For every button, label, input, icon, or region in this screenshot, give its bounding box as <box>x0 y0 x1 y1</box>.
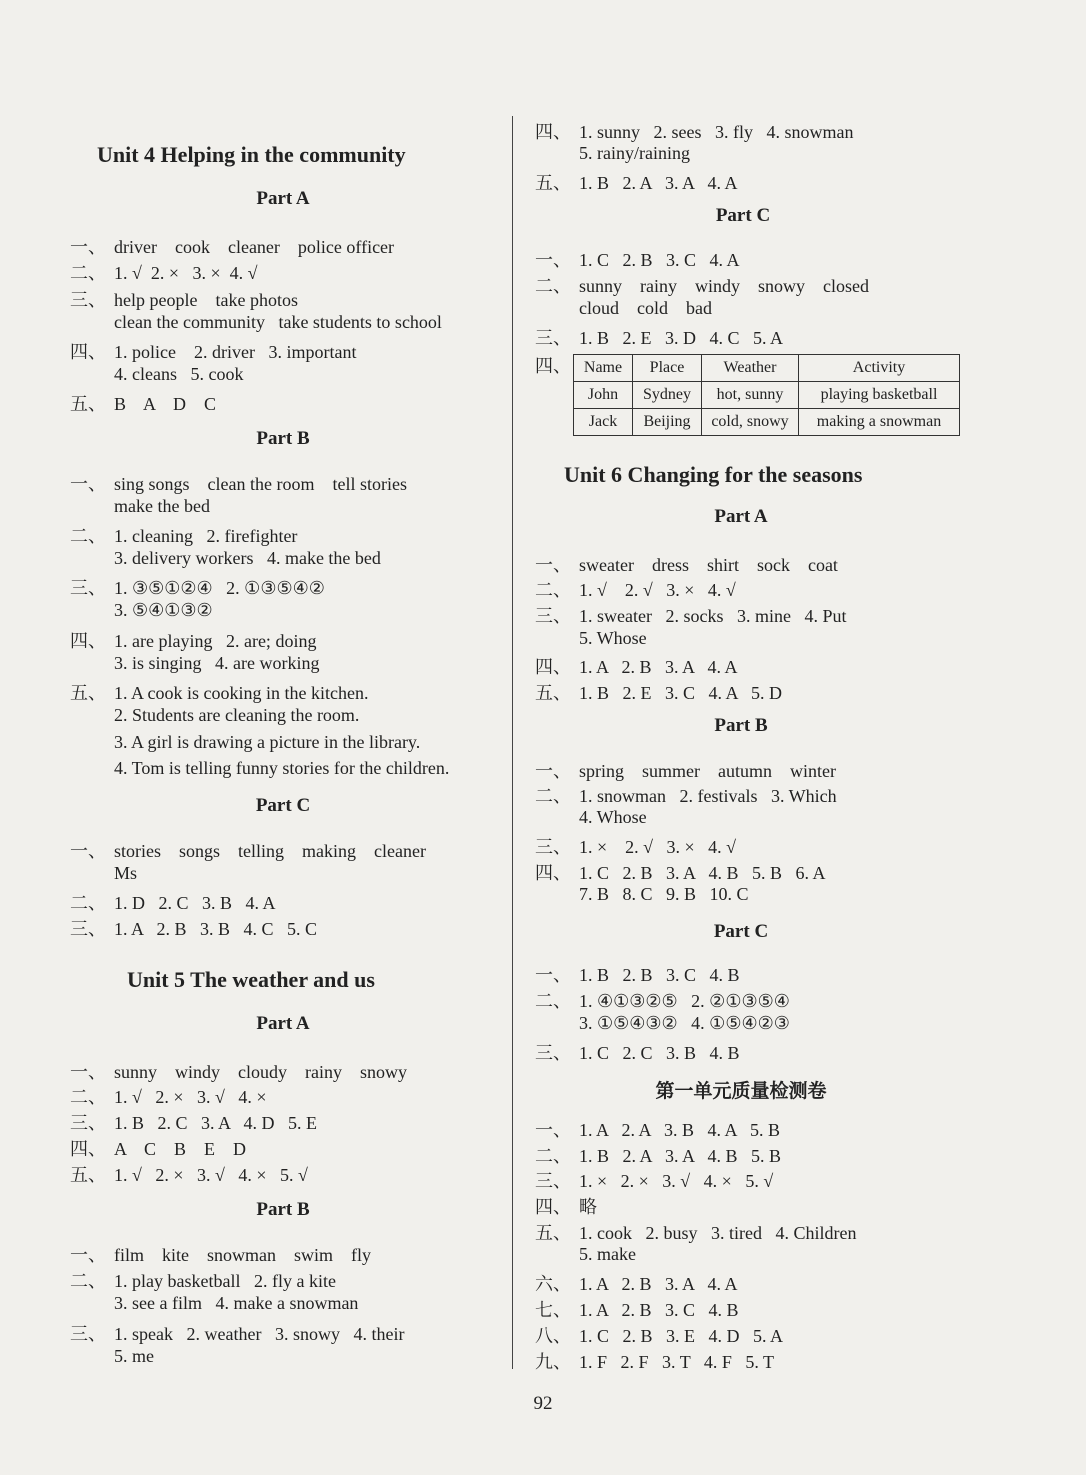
section-label: 一、 <box>535 761 571 781</box>
page-number: 92 <box>533 1393 553 1414</box>
section-label: 二、 <box>70 1087 106 1107</box>
answer-line <box>70 1083 267 1109</box>
answer-line <box>70 889 276 915</box>
answer-line <box>535 298 712 319</box>
part-title: Part B <box>256 428 310 449</box>
unit-title: Unit 4 Helping in the community <box>97 142 406 167</box>
answer-text: 1. D 2. C 3. B 4. A <box>114 893 276 913</box>
answer-line <box>70 915 317 941</box>
section-label: 一、 <box>535 1120 571 1140</box>
section-label: 三、 <box>70 1324 106 1344</box>
section-label: 二、 <box>70 263 106 283</box>
answer-text: 1. B 2. A 3. A 4. A <box>579 173 738 193</box>
section-label: 三、 <box>535 606 571 626</box>
answer-line <box>535 1013 790 1034</box>
answer-text: 5. Whose <box>579 628 647 648</box>
answer-text: 1. B 2. E 3. C 4. A 5. D <box>579 683 783 703</box>
answer-text: 1. √ 2. × 3. √ 4. × 5. √ <box>114 1165 308 1185</box>
section-label: 四、 <box>535 122 571 142</box>
section-label: 三、 <box>70 290 106 310</box>
answer-line <box>535 1270 738 1296</box>
answer-line <box>70 522 297 548</box>
answer-line <box>70 470 407 496</box>
table-cell: making a snowman <box>799 409 960 436</box>
answer-line <box>535 1219 856 1245</box>
answer-text: Ms <box>114 863 138 883</box>
answer-text: 1. B 2. E 3. D 4. C 5. A <box>579 328 784 348</box>
section-label: 一、 <box>70 474 106 494</box>
answer-text: sunny rainy windy snowy closed <box>579 276 869 296</box>
part-title: Part B <box>714 715 768 736</box>
answer-line <box>535 961 740 987</box>
section-label: 二、 <box>70 526 106 546</box>
answer-line <box>70 286 298 312</box>
table-header-cell: Weather <box>702 355 799 382</box>
answer-line <box>70 1320 404 1346</box>
section-label: 八、 <box>535 1326 571 1346</box>
answer-text: 3. ⑤④①③② <box>114 600 213 620</box>
section-label: 二、 <box>70 1271 106 1291</box>
section-label: 四、 <box>535 657 571 677</box>
table-row <box>574 382 960 409</box>
answer-line <box>535 169 738 195</box>
section-label: 一、 <box>70 1245 106 1265</box>
answer-text: 3. see a film 4. make a snowman <box>114 1293 359 1313</box>
answer-line <box>70 1058 407 1084</box>
section-label: 四、 <box>535 356 571 376</box>
section-label: 二、 <box>535 276 571 296</box>
answer-text: 3. ①⑤④③② 4. ①⑤④②③ <box>579 1013 790 1033</box>
section-label: 七、 <box>535 1300 571 1320</box>
answer-text: 1. A 2. B 3. B 4. C 5. C <box>114 919 318 939</box>
answer-line <box>70 1109 317 1135</box>
part-title: Part A <box>256 1013 310 1034</box>
answer-line <box>535 1142 781 1168</box>
answer-text: 1. × 2. × 3. √ 4. × 5. √ <box>579 1171 774 1191</box>
answer-line <box>535 859 826 885</box>
answer-text: clean the community take students to school <box>114 312 442 332</box>
section-label: 五、 <box>70 683 106 703</box>
section-label: 二、 <box>70 893 106 913</box>
answer-text: 1. A 2. B 3. C 4. B <box>579 1300 739 1320</box>
section-label: 六、 <box>535 1274 571 1294</box>
answer-text: 1. cook 2. busy 3. tired 4. Children <box>579 1223 857 1243</box>
section-label: 三、 <box>535 1043 571 1063</box>
answer-line <box>535 1296 739 1322</box>
unit-title: Unit 5 The weather and us <box>127 967 375 992</box>
answer-text: 1. √ 2. × 3. √ 4. × <box>114 1087 267 1107</box>
answer-line <box>535 246 740 272</box>
answer-text: 1. ③⑤①②④ 2. ①③⑤④② <box>114 578 325 598</box>
section-label: 五、 <box>535 173 571 193</box>
section-label: 三、 <box>70 919 106 939</box>
part-title: Part A <box>256 188 310 209</box>
answer-text: 1. A 2. B 3. A 4. A <box>579 657 738 677</box>
answer-line <box>70 1135 246 1161</box>
table-cell: playing basketball <box>799 382 960 409</box>
answer-text: cloud cold bad <box>579 298 712 318</box>
answer-text: 1. snowman 2. festivals 3. Which <box>579 786 837 806</box>
section-label: 一、 <box>535 250 571 270</box>
part-title: Part C <box>715 205 771 226</box>
answer-text: 1. B 2. B 3. C 4. B <box>579 965 740 985</box>
section-label: 三、 <box>535 328 571 348</box>
answer-text: 1. A cook is cooking in the kitchen. <box>114 683 369 703</box>
answer-line <box>70 863 137 884</box>
weather-table <box>573 354 960 436</box>
answer-text: 1. B 2. A 3. A 4. B 5. B <box>579 1146 782 1166</box>
answer-text: driver cook cleaner police officer <box>114 237 395 257</box>
answer-text: 1. police 2. driver 3. important <box>114 342 357 362</box>
section-label: 三、 <box>535 1171 571 1191</box>
answer-text: 1. √ 2. √ 3. × 4. √ <box>579 580 736 600</box>
answer-line <box>70 758 449 779</box>
answer-line <box>70 338 356 364</box>
answer-text: 1. A 2. A 3. B 4. A 5. B <box>579 1120 781 1140</box>
answer-text: spring summer autumn winter <box>579 761 836 781</box>
answer-text: 1. × 2. √ 3. × 4. √ <box>579 837 737 857</box>
column-divider <box>512 116 513 1369</box>
answer-line <box>535 833 736 859</box>
answer-text: 3. delivery workers 4. make the bed <box>114 548 381 568</box>
section-label: 二、 <box>535 580 571 600</box>
answer-line <box>70 627 316 653</box>
part-title: Part B <box>256 1199 310 1220</box>
answer-line <box>70 1161 308 1187</box>
answer-line <box>70 496 210 517</box>
answer-line <box>70 837 426 863</box>
answer-line <box>70 1293 358 1314</box>
section-label: 九、 <box>535 1352 571 1372</box>
answer-line <box>70 732 420 753</box>
answer-line <box>535 884 749 905</box>
answer-text: 5. me <box>114 1346 154 1366</box>
answer-line <box>70 548 381 569</box>
answer-text: 4. Tom is telling funny stories for the children. <box>114 758 450 778</box>
table-row <box>574 409 960 436</box>
table-header-cell: Activity <box>799 355 960 382</box>
answer-text: 1. C 2. B 3. A 4. B 5. B 6. A <box>579 863 826 883</box>
table-header-row <box>574 355 960 382</box>
answer-line <box>535 551 838 577</box>
answer-text: 略 <box>579 1197 597 1217</box>
answer-text: 1. B 2. C 3. A 4. D 5. E <box>114 1113 318 1133</box>
answer-line <box>535 1244 636 1265</box>
answer-text: 3. is singing 4. are working <box>114 653 320 673</box>
section-label: 四、 <box>70 1139 106 1159</box>
answer-line <box>535 757 836 783</box>
answer-line <box>70 653 319 674</box>
answer-text: 1. cleaning 2. firefighter <box>114 526 298 546</box>
answer-line <box>535 602 846 628</box>
answer-text: 4. cleans 5. cook <box>114 364 244 384</box>
answer-line <box>535 628 647 649</box>
section-label: 一、 <box>70 1062 106 1082</box>
answer-text: 2. Students are cleaning the room. <box>114 705 360 725</box>
part-title: Part C <box>255 795 311 816</box>
section-label: 三、 <box>70 578 106 598</box>
section-label: 二、 <box>535 991 571 1011</box>
section-label: 二、 <box>535 786 571 806</box>
answer-line <box>70 679 368 705</box>
table-cell: Sydney <box>633 382 702 409</box>
answer-line <box>535 1167 773 1193</box>
answer-line <box>535 1039 740 1065</box>
table-cell: hot, sunny <box>702 382 799 409</box>
table-cell: Beijing <box>633 409 702 436</box>
answer-line <box>535 1322 783 1348</box>
part-title: Part C <box>713 921 769 942</box>
answer-text: 4. Whose <box>579 807 647 827</box>
answer-text: stories songs telling making cleaner <box>114 841 426 861</box>
section-label: 三、 <box>535 837 571 857</box>
answer-text: 7. B 8. C 9. B 10. C <box>579 884 749 904</box>
section-label: 五、 <box>535 1223 571 1243</box>
answer-text: 1. C 2. C 3. B 4. B <box>579 1043 740 1063</box>
answer-line <box>535 118 853 144</box>
answer-line <box>535 576 736 602</box>
answer-line <box>70 259 258 285</box>
table-header-cell: Place <box>633 355 702 382</box>
section-label: 五、 <box>70 394 106 414</box>
answer-line <box>70 390 216 416</box>
answer-text: 1. A 2. B 3. A 4. A <box>579 1274 738 1294</box>
answer-text: film kite snowman swim fly <box>114 1245 371 1265</box>
answer-text: 5. make <box>579 1244 636 1264</box>
answer-text: 1. are playing 2. are; doing <box>114 631 317 651</box>
answer-line <box>70 364 243 385</box>
answer-line <box>70 1267 336 1293</box>
table-cell: Jack <box>574 409 633 436</box>
answer-text: 1. C 2. B 3. E 4. D 5. A <box>579 1326 784 1346</box>
answer-line <box>535 987 790 1013</box>
answer-line <box>535 324 783 350</box>
section-label: 四、 <box>70 631 106 651</box>
section-label: 一、 <box>70 237 106 257</box>
answer-text: 1. speak 2. weather 3. snowy 4. their <box>114 1324 405 1344</box>
answer-line <box>70 574 325 600</box>
answer-line <box>70 1346 154 1367</box>
answer-line <box>70 705 359 726</box>
section-label: 三、 <box>70 1113 106 1133</box>
section-label: 四、 <box>70 342 106 362</box>
answer-line <box>535 1348 774 1374</box>
answer-line <box>535 679 782 705</box>
answer-text: A C B E D <box>114 1139 247 1159</box>
section-label: 一、 <box>70 841 106 861</box>
unit-title: Unit 6 Changing for the seasons <box>564 462 863 487</box>
part-title: 第一单元质量检测卷 <box>655 1081 827 1102</box>
answer-text: 3. A girl is drawing a picture in the library. <box>114 732 421 752</box>
section-label: 一、 <box>535 555 571 575</box>
answer-text: help people take photos <box>114 290 298 310</box>
answer-line <box>70 1241 371 1267</box>
answer-line <box>70 600 213 621</box>
answer-line <box>70 312 442 333</box>
answer-text: B A D C <box>114 394 217 414</box>
answer-text: 1. sunny 2. sees 3. fly 4. snowman <box>579 122 854 142</box>
table-cell: John <box>574 382 633 409</box>
answer-line <box>535 272 869 298</box>
part-title: Part A <box>714 506 768 527</box>
answer-line <box>70 233 394 259</box>
answer-line <box>535 1193 597 1219</box>
section-label: 四、 <box>535 863 571 883</box>
section-label: 一、 <box>535 965 571 985</box>
answer-line <box>535 1116 780 1142</box>
answer-text: 1. ④①③②⑤ 2. ②①③⑤④ <box>579 991 790 1011</box>
answer-text: 1. sweater 2. socks 3. mine 4. Put <box>579 606 847 626</box>
answer-line <box>535 782 837 808</box>
answer-text: 1. play basketball 2. fly a kite <box>114 1271 336 1291</box>
section-label: 四、 <box>535 1197 571 1217</box>
section-label: 二、 <box>535 1146 571 1166</box>
answer-text: sweater dress shirt sock coat <box>579 555 838 575</box>
answer-text: 5. rainy/raining <box>579 143 690 163</box>
answer-line <box>535 143 690 164</box>
answer-text: 1. F 2. F 3. T 4. F 5. T <box>579 1352 775 1372</box>
answer-line <box>535 807 647 828</box>
table-header-cell: Name <box>574 355 633 382</box>
answer-text: 1. C 2. B 3. C 4. A <box>579 250 740 270</box>
section-label: 五、 <box>70 1165 106 1185</box>
answer-text: sing songs clean the room tell stories <box>114 474 407 494</box>
answer-text: 1. √ 2. × 3. × 4. √ <box>114 263 258 283</box>
section-label: 五、 <box>535 683 571 703</box>
answer-line <box>535 653 738 679</box>
answer-text: sunny windy cloudy rainy snowy <box>114 1062 407 1082</box>
answer-text: make the bed <box>114 496 210 516</box>
table-cell: cold, snowy <box>702 409 799 436</box>
